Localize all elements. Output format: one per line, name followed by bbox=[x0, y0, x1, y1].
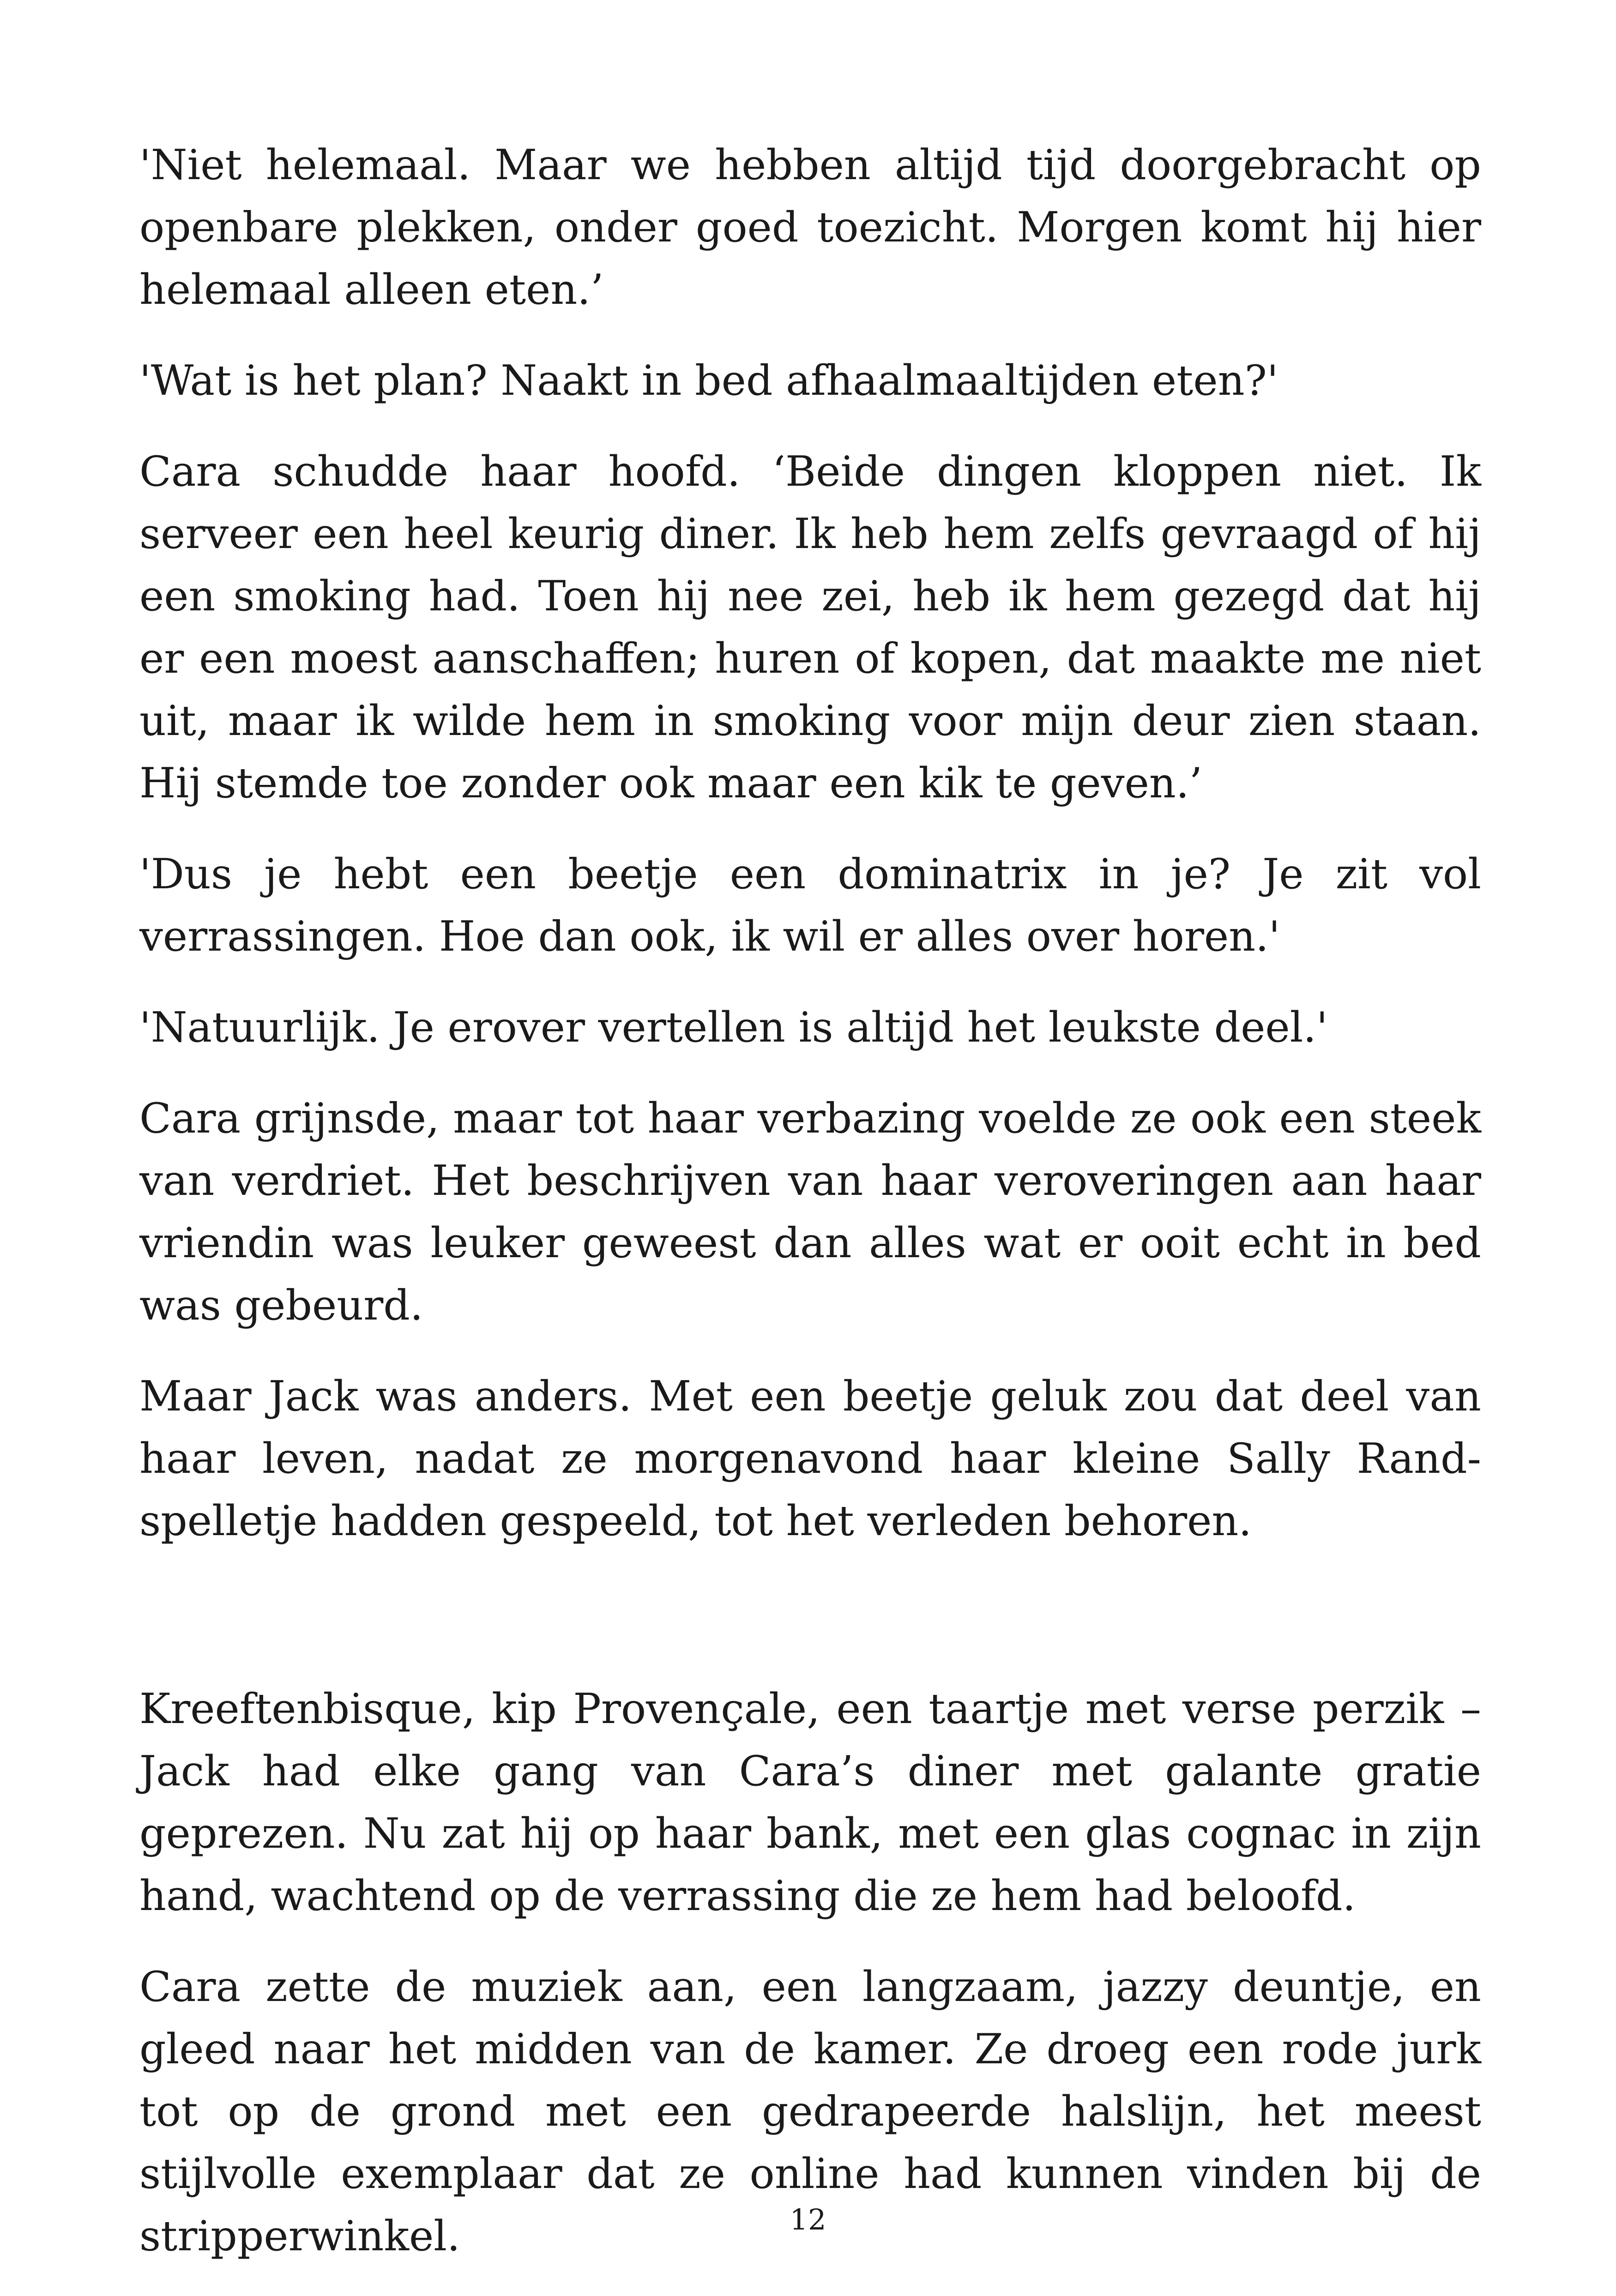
paragraph: 'Wat is het plan? Naakt in bed afhaalmaaltijden eten?' bbox=[139, 356, 1278, 405]
paragraph: 'Dus je hebt een beetje een dominatrix in je? Je zit vol verrassingen. Hoe dan ook, ik wil er alles over horen.' bbox=[139, 850, 1481, 961]
paragraph: Cara zette de muziek aan, een langzaam, jazzy deuntje, en gleed naar het midden van de kamer. Ze droeg een rode jurk tot op de grond met een gedrapeerde halslijn, het meest stijlvolle exemplaar dat ze online had kunnen vinden bij de stripperwinkel. bbox=[139, 1963, 1481, 2260]
paragraph: Cara schudde haar hoofd. ‘Beide dingen kloppen niet. Ik serveer een heel keurig diner. Ik heb hem zelfs gevraagd of hij een smoking had. Toen hij nee zei, heb ik hem gezegd dat hij er een moest aanschaffen; huren of kopen, dat maakte me niet uit, maar ik wilde hem in smoking voor mijn deur zien staan. Hij stemde toe zonder ook maar een kik te geven.’ bbox=[139, 447, 1481, 808]
scene-break bbox=[139, 1581, 1481, 1678]
paragraph: Kreeftenbisque, kip Provençale, een taartje met verse perzik – Jack had elke gang van Cara’s diner met galante gratie geprezen. Nu zat hij op haar bank, met een glas cognac in zijn hand, wachtend op de verrassing die ze hem had beloofd. bbox=[139, 1685, 1481, 1920]
body-text bbox=[139, 134, 1481, 2296]
paragraph: 'Natuurlijk. Je erover vertellen is altijd het leukste deel.' bbox=[139, 1003, 1328, 1052]
page-number: 12 bbox=[790, 2203, 826, 2236]
paragraph: Maar Jack was anders. Met een beetje geluk zou dat deel van haar leven, nadat ze morgenavond haar kleine Sally Rand-spelletje hadden gespeeld, tot het verleden behoren. bbox=[139, 1372, 1481, 1545]
paragraph: Cara grijnsde, maar tot haar verbazing voelde ze ook een steek van verdriet. Het beschrijven van haar veroveringen aan haar vriendin was leuker geweest dan alles wat er ooit echt in bed was gebeurd. bbox=[139, 1094, 1481, 1330]
paragraph: 'Niet helemaal. Maar we hebben altijd tijd doorgebracht op openbare plekken, onder goed toezicht. Morgen komt hij hier helemaal alleen eten.’ bbox=[139, 141, 1481, 314]
